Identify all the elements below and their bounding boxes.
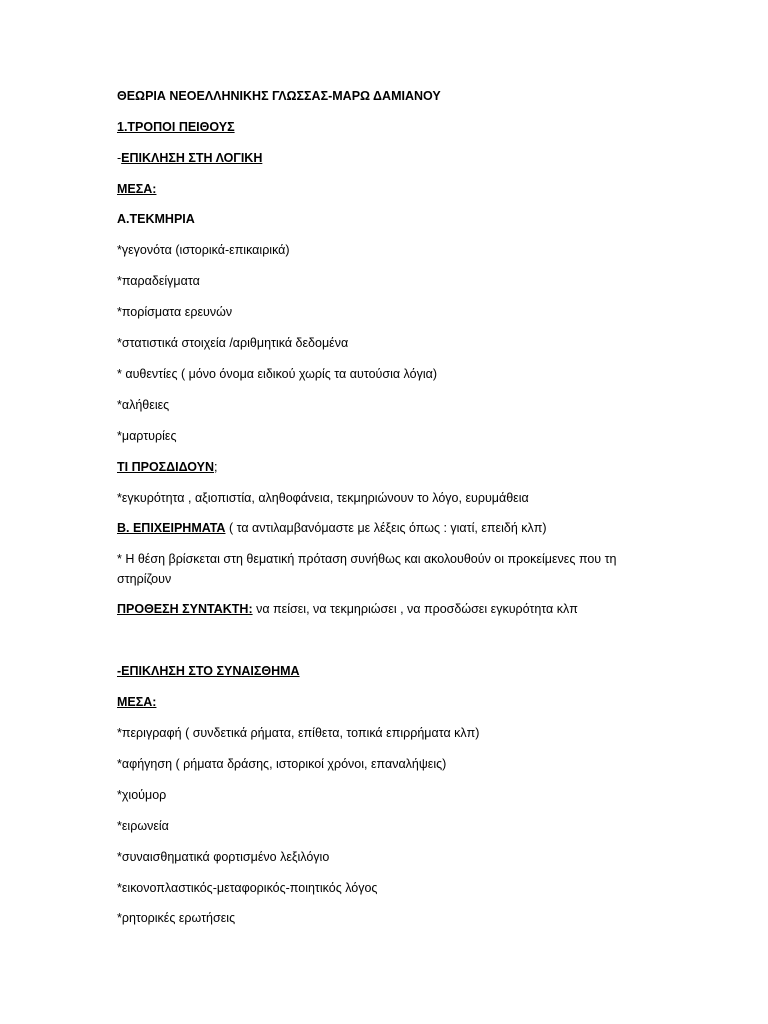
- emotion-item: *εικονοπλαστικός-μεταφορικός-ποιητικός λόγος: [117, 881, 378, 895]
- contribution-heading-line: [117, 457, 662, 477]
- emotion-item: *αφήγηση ( ρήματα δράσης, ιστορικοί χρόνοι, επαναλήψεις): [117, 757, 447, 771]
- arguments-text: * Η θέση βρίσκεται στη θεματική πρόταση συνήθως και ακολουθούν οι προκείμενες που τη στηρίζουν: [117, 552, 617, 586]
- evidence-item: *στατιστικά στοιχεία /αριθμητικά δεδομένα: [117, 336, 349, 350]
- logic-means-label: ΜΕΣΑ:: [117, 182, 157, 196]
- contribution-text: *εγκυρότητα , αξιοπιστία, αληθοφάνεια, τεκμηριώνουν το λόγο, ευρυμάθεια: [117, 491, 529, 505]
- author-intent-line: [117, 599, 662, 619]
- contribution-suffix: ;: [214, 460, 218, 474]
- evidence-heading: Α.ΤΕΚΜΗΡΙΑ: [117, 212, 195, 226]
- evidence-item: * αυθεντίες ( μόνο όνομα ειδικού χωρίς τα αυτούσια λόγια): [117, 367, 437, 381]
- emotion-item: *χιούμορ: [117, 788, 167, 802]
- logic-heading-line: [117, 148, 662, 168]
- dash: -: [117, 151, 122, 165]
- author-intent-label: ΠΡΟΘΕΣΗ ΣΥΝΤΑΚΤΗ:: [117, 602, 253, 616]
- evidence-item: *πορίσματα ερευνών: [117, 305, 233, 319]
- evidence-item: *παραδείγματα: [117, 274, 200, 288]
- emotion-item: *ειρωνεία: [117, 819, 169, 833]
- emotion-means-label: ΜΕΣΑ:: [117, 695, 157, 709]
- emotion-item: *ρητορικές ερωτήσεις: [117, 911, 236, 925]
- arguments-heading-line: [117, 518, 662, 538]
- emotion-item: *περιγραφή ( συνδετικά ρήματα, επίθετα, τοπικά επιρρήματα κλπ): [117, 726, 480, 740]
- arguments-note: ( τα αντιλαμβανόμαστε με λέξεις όπως : γιατί, επειδή κλπ): [225, 521, 547, 535]
- author-intent-text: να πείσει, να τεκμηριώσει , να προσδώσει εγκυρότητα κλπ: [252, 602, 578, 616]
- evidence-item: *αλήθειες: [117, 398, 170, 412]
- logic-heading: ΕΠΙΚΛΗΣΗ ΣΤΗ ΛΟΓΙΚΗ: [121, 151, 263, 165]
- arguments-heading: Β. ΕΠΙΧΕΙΡΗΜΑΤΑ: [117, 521, 226, 535]
- contribution-label: ΤΙ ΠΡΟΣΔΙΔΟΥΝ: [117, 460, 215, 474]
- section-heading-persuasion-modes: 1.ΤΡΟΠΟΙ ΠΕΙΘΟΥΣ: [117, 120, 235, 134]
- emotion-item: *συναισθηματικά φορτισμένο λεξιλόγιο: [117, 850, 330, 864]
- emotion-heading: -ΕΠΙΚΛΗΣΗ ΣΤΟ ΣΥΝΑΙΣΘΗΜΑ: [117, 664, 300, 678]
- evidence-item: *γεγονότα (ιστορικά-επικαιρικά): [117, 243, 290, 257]
- document-title: ΘΕΩΡΙΑ ΝΕΟΕΛΛΗΝΙΚΗΣ ΓΛΩΣΣΑΣ-ΜΑΡΩ ΔΑΜΙΑΝΟΥ: [117, 89, 441, 103]
- evidence-item: *μαρτυρίες: [117, 429, 177, 443]
